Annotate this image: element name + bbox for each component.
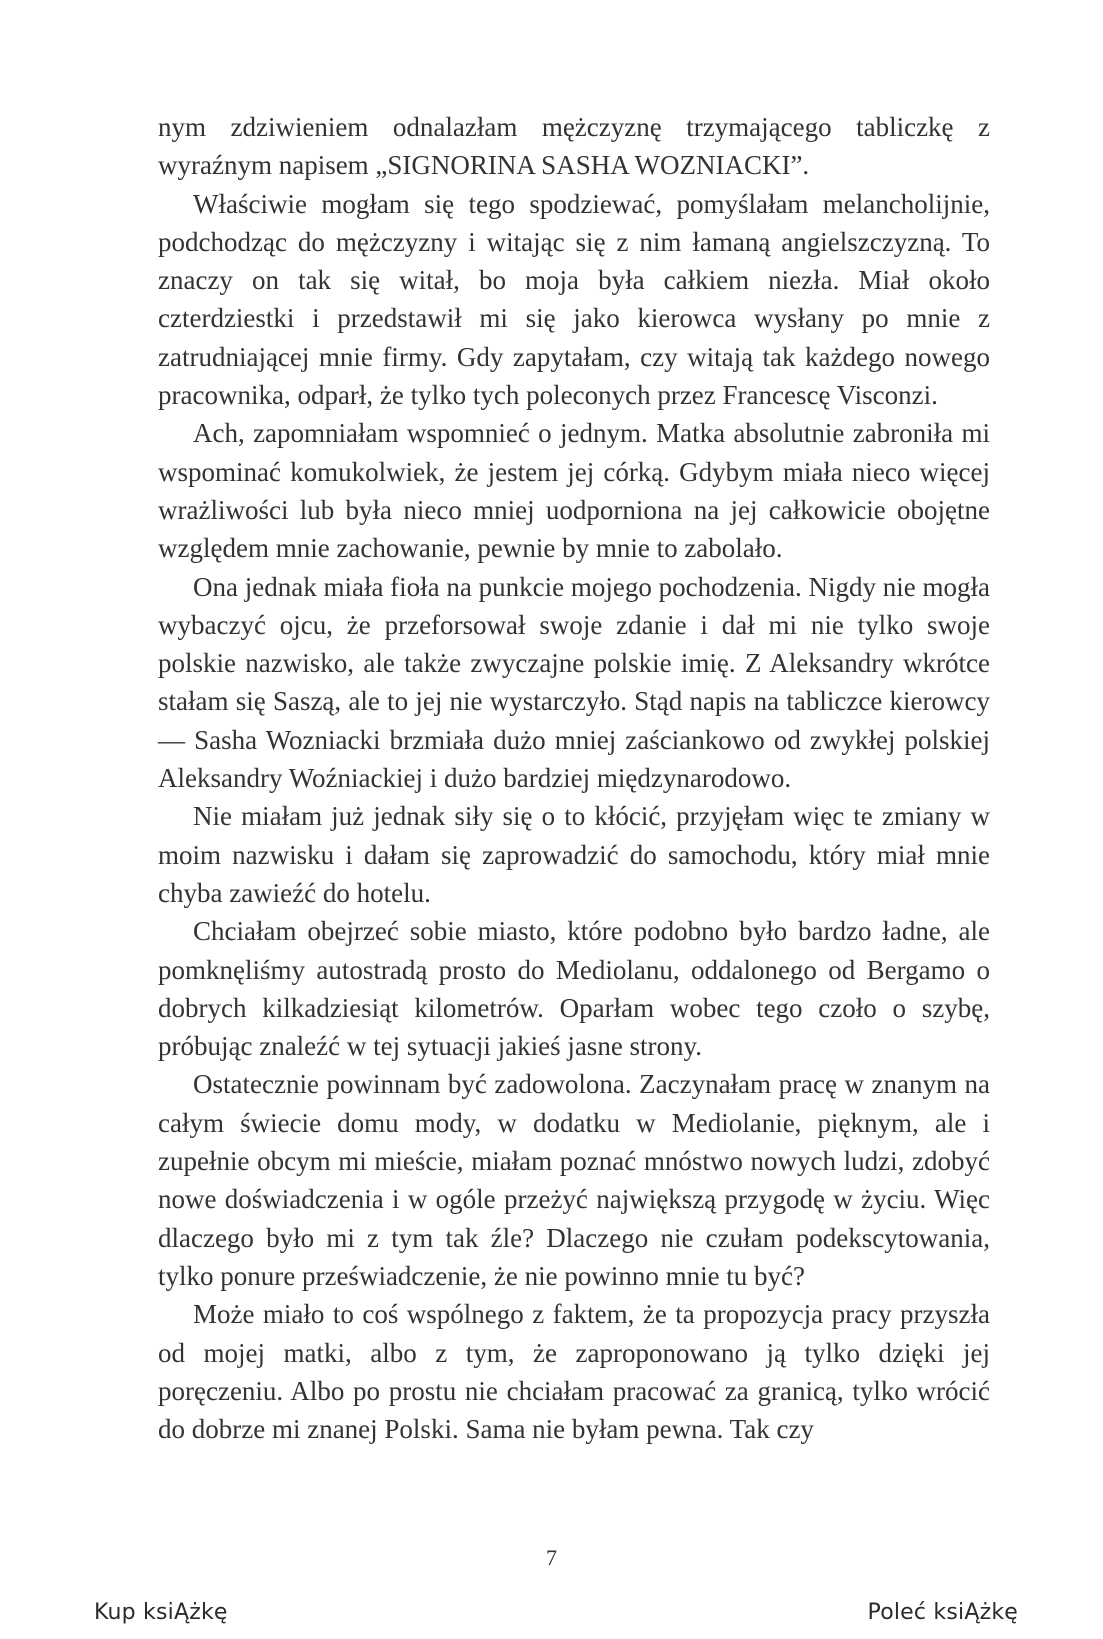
paragraph: Chciałam obejrzeć sobie miasto, które podobno było bardzo ładne, ale pomknęliśmy autostradą prosto do Mediolanu, oddalonego od Bergamo o dobrych kilkadziesiąt kilometrów. Oparłam wobec tego czoło o szybę, próbując znaleźć w tej sytuacji jakieś jasne strony.	[158, 916, 990, 1062]
page-number: 7	[546, 1545, 557, 1570]
paragraph: Może miało to coś wspólnego z faktem, że ta propozycja pracy przyszła od mojej matki, albo z tym, że zaproponowano ją tylko dzięki jej poręczeniu. Albo po prostu nie chciałam pracować za granicą, tylko wrócić do dobrze mi znanej Polski. Sama nie byłam pewna. Tak czy	[158, 1299, 990, 1445]
body-text	[158, 108, 990, 1448]
paragraph: Ach, zapomniałam wspomnieć o jednym. Matka absolutnie zabroniła mi wspominać komukolwiek, że jestem jej córką. Gdybym miała nieco więcej wrażliwości lub była nieco mniej uodporniona na jej całkowicie obojętne względem mnie zachowanie, pewnie by mnie to zabolało.	[158, 418, 990, 564]
paragraph: Nie miałam już jednak siły się o to kłócić, przyjęłam więc te zmiany w moim nazwisku i dałam się zaprowadzić do samochodu, który miał mnie chyba zawieźć do hotelu.	[158, 801, 990, 908]
paragraph: Ona jednak miała fioła na punkcie mojego pochodzenia. Nigdy nie mogła wybaczyć ojcu, że przeforsował swoje zdanie i dał mi nie tylko swoje polskie nazwisko, ale także zwyczajne polskie imię. Z Aleksandry wkrótce stałam się Saszą, ale to jej nie wystarczyło. Stąd napis na tabliczce kierowcy — Sasha Wozniacki brzmiała dużo mniej zaściankowo od zwykłej polskiej Aleksandry Woźniackiej i dużo bardziej międzynarodowo.	[158, 571, 991, 794]
paragraph: nym zdziwieniem odnalazłam mężczyznę trzymającego tabliczkę z wyraźnym napisem „SIGNORINA SASHA WOZNIACKI”.	[158, 112, 990, 181]
recommend-book-link[interactable]: Poleć ksiĄżkę	[867, 1600, 1018, 1625]
buy-book-link[interactable]: Kup ksiĄżkę	[94, 1600, 228, 1625]
paragraph: Ostatecznie powinnam być zadowolona. Zaczynałam pracę w znanym na całym świecie domu mody, w dodatku w Mediolanie, pięknym, ale i zupełnie obcym mi mieście, miałam poznać mnóstwo nowych ludzi, zdobyć nowe doświadczenia i w ogóle przeżyć największą przygodę w życiu. Więc dlaczego było mi z tym tak źle? Dlaczego nie czułam podekscytowania, tylko ponure przeświadczenie, że nie powinno mnie tu być?	[158, 1069, 990, 1291]
paragraph: Właściwie mogłam się tego spodziewać, pomyślałam melancholijnie, podchodząc do mężczyzny i witając się z nim łamaną angielszczyzną. To znaczy on tak się witał, bo moja była całkiem niezła. Miał około czterdziestki i przedstawił mi się jako kierowca wysłany po mnie z zatrudniającej mnie firmy. Gdy zapytałam, czy witają tak każdego nowego pracownika, odparł, że tylko tych poleconych przez Francescę Visconzi.	[158, 188, 990, 411]
